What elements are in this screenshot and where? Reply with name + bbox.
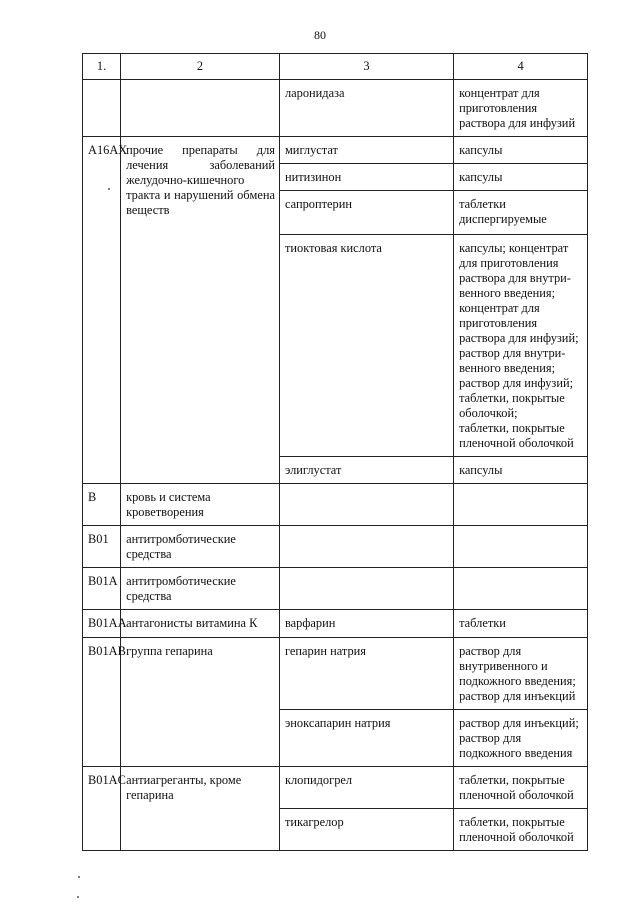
form-cell: капсулы <box>454 137 588 164</box>
drug-cell: элиглустат <box>279 457 453 484</box>
group-cell: прочие препараты для лечения заболеваний желудочно-кишечного тракта и нарушений обмена веществ <box>121 137 280 484</box>
drug-cell: ларонидаза <box>279 80 453 137</box>
group-cell: антиагреганты, кроме гепарина <box>121 767 280 851</box>
drug-cell: эноксапарин натрия <box>279 710 453 767</box>
table-row <box>83 568 588 610</box>
table-row <box>83 638 588 710</box>
drug-table <box>82 53 588 851</box>
form-cell <box>454 568 588 610</box>
scan-speck <box>108 188 110 190</box>
group-cell: антитромботические средства <box>121 568 280 610</box>
drug-cell <box>279 526 453 568</box>
form-cell: раствор для внутривенного и подкожного введения; раствор для инъекций <box>454 638 588 710</box>
drug-cell: миглустат <box>279 137 453 164</box>
form-cell: капсулы <box>454 164 588 191</box>
header-col-3: 3 <box>279 54 453 80</box>
drug-cell: тиоктовая кислота <box>279 235 453 457</box>
form-cell: капсулы <box>454 457 588 484</box>
header-col-1: 1. <box>83 54 121 80</box>
page-number: 80 <box>314 28 326 42</box>
form-cell: концентрат для приготовления раствора для инфузий <box>454 80 588 137</box>
table-header-row <box>83 54 588 80</box>
code-cell: B01AA <box>83 610 121 638</box>
group-cell: антитромботические средства <box>121 526 280 568</box>
code-cell: B <box>83 484 121 526</box>
drug-cell: клопидогрел <box>279 767 453 809</box>
table-row <box>83 526 588 568</box>
form-cell: капсулы; концентрат для приготовления раствора для внутри- венного введения; концентрат для приготовления раствора для инфузий; раствор для внутри- венного введения; раствор для инфузий; таблетки, покрытые оболочкой; таблетки, покрытые пленочной оболочкой <box>454 235 588 457</box>
code-cell: B01AC <box>83 767 121 851</box>
form-cell: таблетки <box>454 610 588 638</box>
scan-speck <box>78 876 80 878</box>
drug-cell: сапроптерин <box>279 191 453 235</box>
drug-cell: гепарин натрия <box>279 638 453 710</box>
group-cell: группа гепарина <box>121 638 280 767</box>
code-cell: A16AX <box>83 137 121 484</box>
form-cell: таблетки диспергируемые <box>454 191 588 235</box>
drug-cell: тикагрелор <box>279 809 453 851</box>
table-row <box>83 610 588 638</box>
group-cell: кровь и система кроветворения <box>121 484 280 526</box>
group-cell <box>121 80 280 137</box>
form-cell: таблетки, покрытые пленочной оболочкой <box>454 767 588 809</box>
table-row <box>83 767 588 809</box>
header-col-4: 4 <box>454 54 588 80</box>
code-cell: B01A <box>83 568 121 610</box>
drug-cell <box>279 568 453 610</box>
form-cell: таблетки, покрытые пленочной оболочкой <box>454 809 588 851</box>
table-row <box>83 80 588 137</box>
header-col-2: 2 <box>121 54 280 80</box>
scan-speck <box>77 896 79 898</box>
form-cell: раствор для инъекций; раствор для подкожного введения <box>454 710 588 767</box>
form-cell <box>454 526 588 568</box>
form-cell <box>454 484 588 526</box>
drug-cell: варфарин <box>279 610 453 638</box>
table-row <box>83 484 588 526</box>
code-cell: B01 <box>83 526 121 568</box>
table-row <box>83 137 588 164</box>
code-cell: B01AB <box>83 638 121 767</box>
drug-cell: нитизинон <box>279 164 453 191</box>
code-cell <box>83 80 121 137</box>
drug-cell <box>279 484 453 526</box>
group-cell: антагонисты витамина К <box>121 610 280 638</box>
